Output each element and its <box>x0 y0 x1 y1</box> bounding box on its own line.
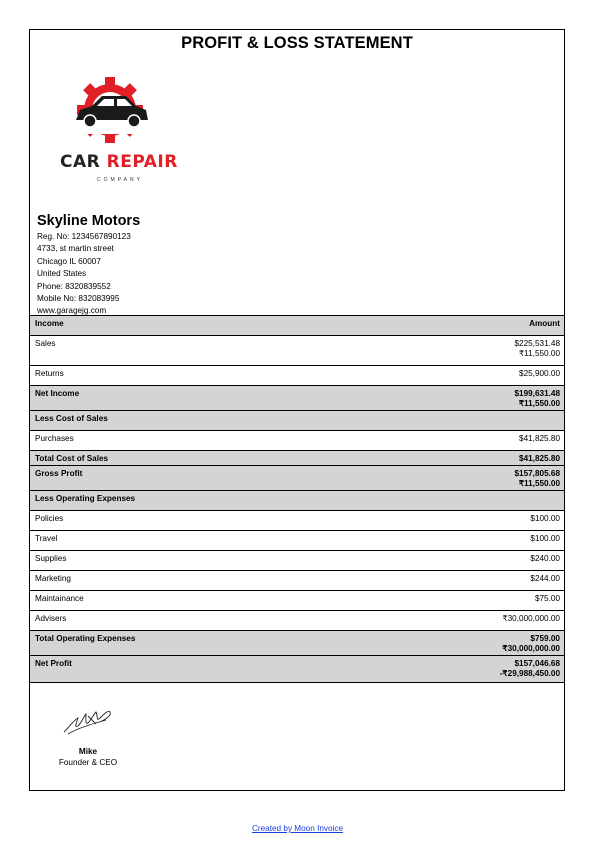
row-amount <box>530 534 560 550</box>
signature-block <box>48 702 128 767</box>
document-title: PROFIT & LOSS STATEMENT <box>181 34 413 52</box>
header-amount: Amount <box>529 319 560 328</box>
signatory-name: Mike <box>78 747 98 756</box>
amount-value: ₹11,550.00 <box>518 478 560 488</box>
amount-value: $100.00 <box>530 514 560 523</box>
logo-word-repair: REPAIR <box>106 152 178 172</box>
table-row <box>30 530 564 550</box>
amount-value: $75.00 <box>534 594 560 603</box>
row-amount <box>514 469 560 490</box>
table-row <box>30 385 564 410</box>
row-amount <box>514 339 560 365</box>
row-label: Purchases <box>35 434 74 443</box>
row-amount <box>502 614 560 630</box>
table-header-row <box>30 315 564 335</box>
table-row <box>30 465 564 490</box>
amount-value: $41,825.80 <box>519 454 560 463</box>
profit-loss-table <box>30 315 564 683</box>
row-amount <box>519 369 560 385</box>
row-label: Policies <box>35 514 64 523</box>
table-row <box>30 430 564 450</box>
row-amount <box>519 434 560 450</box>
amount-value: ₹11,550.00 <box>518 348 560 358</box>
table-row <box>30 630 564 655</box>
row-amount <box>519 454 560 465</box>
amount-value: ₹30,000,000.00 <box>502 614 560 623</box>
amount-value: $759.00 <box>530 634 560 643</box>
row-label: Net Income <box>35 389 80 398</box>
row-amount <box>530 554 560 570</box>
amount-value: -₹29,988,450.00 <box>499 668 560 678</box>
table-row <box>30 550 564 570</box>
table-row <box>30 335 564 365</box>
address-line: 4733, st martin street <box>37 244 114 254</box>
table-row <box>30 655 564 682</box>
moon-invoice-link[interactable]: Created by Moon Invoice <box>251 824 344 833</box>
table-row <box>30 610 564 630</box>
table-row <box>30 590 564 610</box>
amount-value: ₹11,550.00 <box>518 398 560 408</box>
row-label: Gross Profit <box>35 469 83 478</box>
row-label: Net Profit <box>35 659 72 668</box>
table-row <box>30 450 564 465</box>
table-row <box>30 570 564 590</box>
address-line: Chicago IL 60007 <box>37 256 101 266</box>
amount-value: $199,631.48 <box>514 389 560 398</box>
row-amount <box>535 594 560 610</box>
table-bottom-border <box>30 682 564 683</box>
row-label: Sales <box>35 339 56 348</box>
table-row <box>30 510 564 530</box>
address-line: Phone: 8320839552 <box>37 281 111 291</box>
row-label: Less Operating Expenses <box>35 494 136 503</box>
row-label: Total Operating Expenses <box>35 634 136 643</box>
table-row <box>30 365 564 385</box>
header-income: Income <box>35 319 64 328</box>
company-address <box>37 231 131 318</box>
amount-value: $25,900.00 <box>519 369 560 378</box>
website-link[interactable]: www.garagejg.com <box>37 306 107 316</box>
logo-subtitle: COMPANY <box>97 177 143 183</box>
amount-value: ₹30,000,000.00 <box>502 643 560 653</box>
address-line: United States <box>37 269 87 279</box>
row-amount <box>500 659 560 682</box>
row-label: Supplies <box>35 554 67 563</box>
amount-value: $41,825.80 <box>519 434 560 443</box>
amount-value: $244.00 <box>530 574 560 583</box>
row-label: Maintainance <box>35 594 84 603</box>
address-line: Mobile No: 832083995 <box>37 293 120 303</box>
table-row <box>30 410 564 430</box>
footer <box>0 824 595 833</box>
company-name: Skyline Motors <box>37 213 141 229</box>
row-label: Advisers <box>35 614 67 623</box>
gear-car-icon <box>50 70 170 150</box>
row-amount <box>530 574 560 590</box>
amount-value: $157,805.68 <box>514 469 560 478</box>
row-label: Travel <box>35 534 58 543</box>
logo-word-car: CAR <box>60 152 101 172</box>
logo-wordmark <box>60 152 180 172</box>
table-row <box>30 490 564 510</box>
company-logo <box>50 70 178 210</box>
amount-value: $240.00 <box>530 554 560 563</box>
amount-value: $157,046.68 <box>514 659 560 668</box>
row-amount <box>530 514 560 530</box>
signature-image <box>58 702 118 738</box>
row-label: Marketing <box>35 574 71 583</box>
row-amount <box>514 389 560 410</box>
amount-value: $225,531.48 <box>514 339 560 348</box>
statement-sheet <box>29 29 565 791</box>
signatory-role: Founder & CEO <box>58 758 118 767</box>
row-label: Less Cost of Sales <box>35 414 108 423</box>
amount-value: $100.00 <box>530 534 560 543</box>
address-line: Reg. No: 1234567890123 <box>37 232 131 241</box>
row-label: Total Cost of Sales <box>35 454 109 463</box>
row-amount <box>502 634 560 655</box>
row-label: Returns <box>35 369 64 378</box>
